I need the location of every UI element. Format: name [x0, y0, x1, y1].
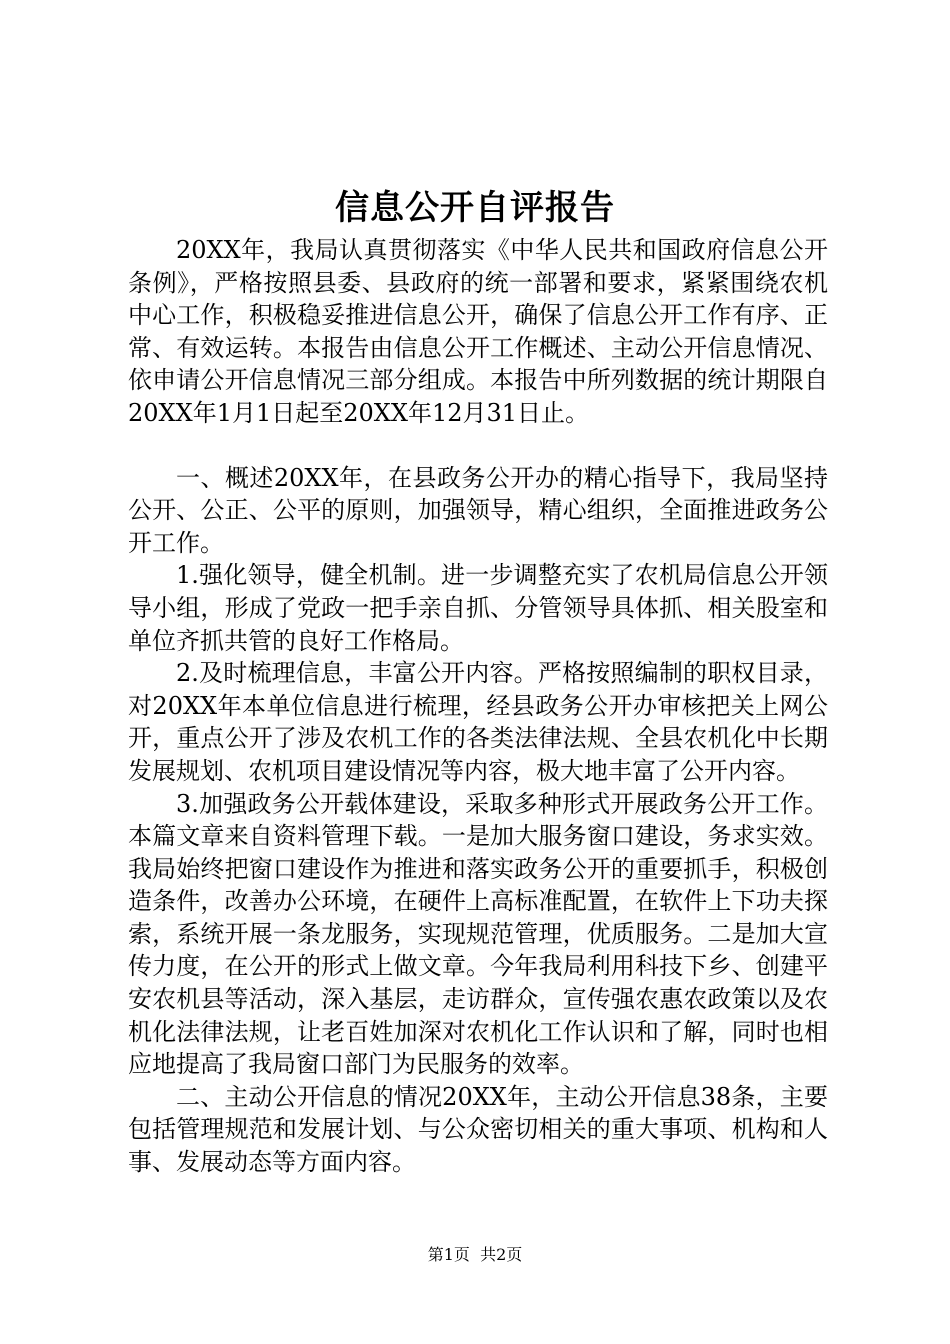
- paragraph-item-3: 3.加强政务公开载体建设，采取多种形式开展政务公开工作。本篇文章来自资料管理下载。一是加大服务窗口建设，务求实效。我局始终把窗口建设作为推进和落实政务公开的重要抓手，积极创造条件，改善办公环境，在硬件上高标准配置，在软件上下功夫探索，系统开展一条龙服务，实现规范管理，优质服务。二是加大宣传力度，在公开的形式上做文章。今年我局利用科技下乡、创建平安农机县等活动，深入基层，走访群众，宣传强农惠农政策以及农机化法律法规，让老百姓加深对农机化工作认识和了解，同时也相应地提高了我局窗口部门为民服务的效率。: [128, 789, 828, 1079]
- paragraph-item-2: 2.及时梳理信息，丰富公开内容。严格按照编制的职权目录，对20XX年本单位信息进行梳理，经县政务公开办审核把关上网公开，重点公开了涉及农机工作的各类法律法规、全县农机化中长期发展规划、农机项目建设情况等内容，极大地丰富了公开内容。: [128, 659, 828, 785]
- document-body: [128, 234, 828, 1179]
- paragraph-section-2: 二、主动公开信息的情况20XX年，主动公开信息38条，主要包括管理规范和发展计划、与公众密切相关的重大事项、机构和人事、发展动态等方面内容。: [128, 1082, 828, 1177]
- page-footer: [0, 1244, 950, 1266]
- paragraph-item-1: 1.强化领导，健全机制。进一步调整充实了农机局信息公开领导小组，形成了党政一把手亲自抓、分管领导具体抓、相关股室和单位齐抓共管的良好工作格局。: [128, 561, 828, 655]
- page-title: 信息公开自评报告: [335, 188, 615, 228]
- paragraph-overview: 一、概述20XX年，在县政务公开办的精心指导下，我局坚持公开、公正、公平的原则，加强领导，精心组织，全面推进政务公开工作。: [128, 463, 828, 557]
- footer-separator: [470, 1245, 480, 1264]
- page-total: 共2页: [480, 1245, 523, 1264]
- paragraph-intro: 20XX年，我局认真贯彻落实《中华人民共和国政府信息公开条例》，严格按照县委、县政府的统一部署和要求，紧紧围绕农机中心工作，积极稳妥推进信息公开，确保了信息公开工作有序、正常、有效运转。本报告由信息公开工作概述、主动公开信息情况、依申请公开信息情况三部分组成。本报告中所列数据的统计期限自20XX年1月1日起至20XX年12月31日止。: [128, 236, 828, 427]
- page-number: 第1页: [427, 1245, 470, 1264]
